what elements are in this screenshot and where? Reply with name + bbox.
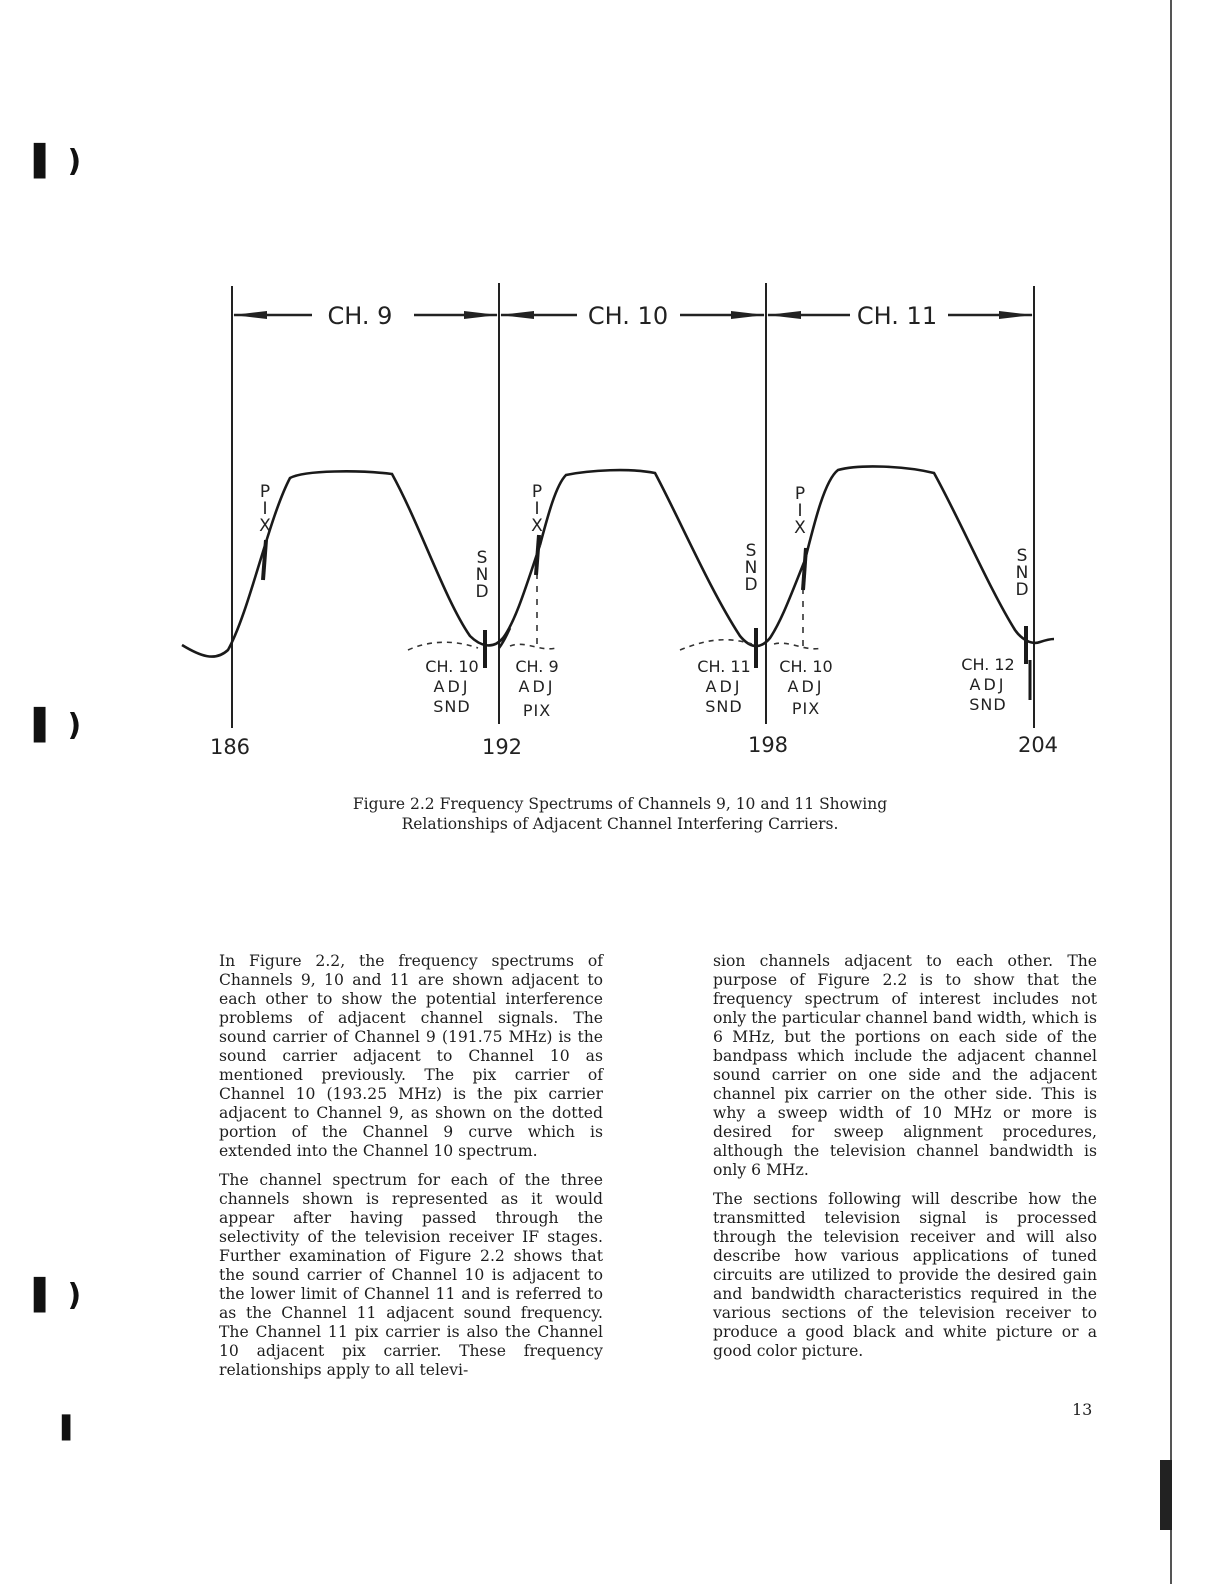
adjacent-label bbox=[515, 657, 558, 720]
svg-text:PIX: PIX bbox=[791, 699, 821, 718]
svg-text:D: D bbox=[744, 575, 758, 595]
caption-line-2: Relationships of Adjacent Channel Interfering Carriers. bbox=[401, 815, 839, 833]
caption-line-1: Figure 2.2 Frequency Spectrums of Channels 9, 10 and 11 Showing bbox=[352, 795, 888, 813]
svg-text:S: S bbox=[476, 548, 488, 568]
body-column-right bbox=[713, 952, 1097, 1371]
svg-text:CH. 10: CH. 10 bbox=[425, 657, 479, 676]
channel-label-ch9: CH. 9 bbox=[327, 302, 393, 330]
svg-text:ADJ: ADJ bbox=[787, 677, 825, 696]
snd-label bbox=[1015, 546, 1028, 600]
svg-text:P: P bbox=[794, 484, 806, 504]
svg-text:X: X bbox=[531, 516, 543, 536]
svg-text:P: P bbox=[259, 482, 271, 502]
svg-text:PIX: PIX bbox=[522, 701, 552, 720]
svg-text:I: I bbox=[797, 501, 803, 521]
pix-label bbox=[794, 484, 806, 538]
snd-label bbox=[475, 548, 488, 602]
adjacent-label bbox=[779, 657, 832, 718]
svg-text:I: I bbox=[534, 499, 540, 519]
svg-text:X: X bbox=[794, 518, 806, 538]
paragraph: The sections following will describe how the transmitted television signal is processed through the television receiver and will also describe how various applications of tuned circuits are utilized to provide the desired gain and bandwidth characteristics required in the various sections of the television receiver to produce a good black and white picture or a good color picture. bbox=[713, 1190, 1097, 1360]
svg-text:SND: SND bbox=[705, 697, 743, 716]
svg-text:N: N bbox=[1015, 563, 1029, 583]
pix-label bbox=[531, 482, 543, 536]
adjacent-label bbox=[697, 657, 750, 716]
snd-label bbox=[744, 541, 757, 595]
pix-label bbox=[259, 482, 271, 536]
adjacent-dotted-curve bbox=[510, 644, 556, 649]
svg-text:SND: SND bbox=[969, 695, 1007, 714]
svg-text:N: N bbox=[475, 565, 489, 585]
svg-text:I: I bbox=[262, 499, 268, 519]
binder-mark: ▌ ) bbox=[34, 1278, 82, 1313]
svg-text:CH. 9: CH. 9 bbox=[515, 657, 559, 676]
frequency-label-192: 192 bbox=[481, 735, 523, 759]
paragraph: sion channels adjacent to each other. The purpose of Figure 2.2 is to show that the frequency spectrum of interest includes not only the particular channel band width, which is 6 MHz, but the portions on each side of the bandpass which include the adjacent channel sound carrier on one side and the adjacent channel pix carrier on the other side. This is why a sweep width of 10 MHz or more is desired for sweep alignment procedures, although the television channel bandwidth is only 6 MHz. bbox=[713, 952, 1097, 1179]
figure-caption bbox=[300, 794, 940, 834]
scan-edge-bar bbox=[1160, 1460, 1172, 1530]
frequency-spectrum-figure bbox=[0, 0, 1224, 780]
pix-carrier-tick bbox=[803, 548, 806, 590]
svg-text:ADJ: ADJ bbox=[969, 675, 1007, 694]
adjacent-label bbox=[425, 657, 478, 716]
svg-text:S: S bbox=[745, 541, 757, 561]
svg-text:D: D bbox=[1015, 580, 1029, 600]
paragraph: In Figure 2.2, the frequency spectrums of Channels 9, 10 and 11 are shown adjacent to each other to show the potential interference problems of adjacent channel signals. The sound carrier of Channel 9 (191.75 MHz) is the sound carrier adjacent to Channel 10 as mentioned previously. The pix carrier of Channel 10 (193.25 MHz) is the pix carrier adjacent to Channel 9, as shown on the dotted portion of the Channel 9 curve which is extended into the Channel 10 spectrum. bbox=[219, 952, 603, 1160]
adjacent-dotted-curve bbox=[774, 643, 822, 649]
binder-mark: ▌ ) bbox=[34, 708, 82, 743]
frequency-label-198: 198 bbox=[747, 733, 789, 757]
svg-text:P: P bbox=[531, 482, 543, 502]
channel-label-ch10: CH. 10 bbox=[587, 302, 669, 330]
frequency-label-186: 186 bbox=[209, 735, 251, 759]
channel-label-ch11: CH. 11 bbox=[856, 302, 938, 330]
svg-text:N: N bbox=[744, 558, 758, 578]
pix-carrier-tick bbox=[536, 535, 539, 575]
svg-text:CH. 12: CH. 12 bbox=[961, 655, 1015, 674]
svg-text:D: D bbox=[475, 582, 489, 602]
body-column-left bbox=[219, 952, 603, 1390]
binder-mark: ▌ ) bbox=[34, 144, 82, 179]
svg-text:S: S bbox=[1016, 546, 1028, 566]
adjacent-dotted-curve bbox=[680, 640, 752, 650]
svg-text:CH. 11: CH. 11 bbox=[697, 657, 751, 676]
paragraph: The channel spectrum for each of the three channels shown is represented as it would appear after having passed through the selectivity of the television receiver IF stages. Further examination of Figure 2.2 shows that the sound carrier of Channel 10 is adjacent to the lower limit of Channel 11 and is referred to as the Channel 11 adjacent sound frequency. The Channel 11 pix carrier is also the Channel 10 adjacent pix carrier. These frequency relationships apply to all televi- bbox=[219, 1171, 603, 1379]
svg-text:SND: SND bbox=[433, 697, 471, 716]
svg-text:CH. 10: CH. 10 bbox=[779, 657, 833, 676]
frequency-label-204: 204 bbox=[1017, 733, 1059, 757]
svg-text:ADJ: ADJ bbox=[705, 677, 743, 696]
svg-text:ADJ: ADJ bbox=[518, 677, 556, 696]
page-number: 13 bbox=[1072, 1400, 1093, 1419]
binder-mark: ▌ bbox=[62, 1416, 79, 1441]
channel-9-curve-tail bbox=[499, 628, 510, 648]
adjacent-label bbox=[961, 655, 1014, 714]
svg-text:X: X bbox=[259, 516, 271, 536]
svg-text:ADJ: ADJ bbox=[433, 677, 471, 696]
adjacent-dotted-curve bbox=[408, 642, 478, 650]
